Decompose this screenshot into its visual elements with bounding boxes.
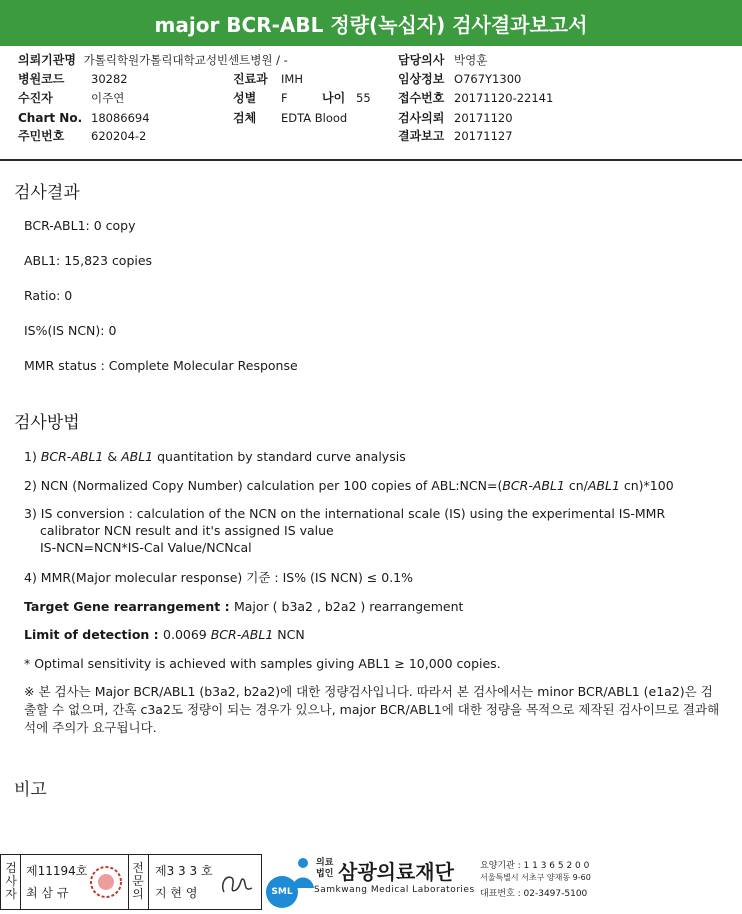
institution-value: 가톨릭학원가톨릭대학교성빈센트병원 / -: [83, 53, 288, 67]
doctor-value: 박영훈: [454, 53, 488, 67]
doctor-label: 담당의사: [398, 53, 445, 67]
report-date-label: 결과보고: [398, 129, 445, 143]
approver-label: 전 문 의: [132, 861, 144, 901]
age-value: 55: [356, 91, 371, 105]
result-abl1: ABL1: 15,823 copies: [24, 253, 153, 268]
accession-value: 20171120-22141: [454, 91, 554, 105]
org-prefix: 의료법인: [316, 858, 334, 879]
chart-no-label: Chart No.: [18, 111, 83, 125]
examiner-name: 최 삼 규: [26, 886, 69, 900]
report-footer: [0, 852, 742, 914]
rrn-label: 주민번호: [18, 129, 65, 143]
lod-label: Limit of detection :: [24, 627, 164, 642]
hospital-code-label: 병원코드: [18, 72, 65, 86]
report-date-value: 20171127: [454, 129, 513, 143]
age-label: 나이: [322, 91, 346, 105]
org-tel: 대표번호 : 02-3497-5100: [480, 889, 588, 899]
result-mmr-status: MMR status : Complete Molecular Response: [24, 358, 298, 373]
limit-of-detection-line: Limit of detection : 0.0069 BCR-ABL1 NCN: [24, 627, 305, 642]
approver-name: 지 현 영: [155, 886, 198, 900]
patient-value: 이주연: [91, 91, 125, 105]
target-gene-line: [24, 598, 463, 615]
examiner-license: 제11194호: [26, 864, 88, 878]
org-name: 삼광의료재단: [338, 860, 454, 884]
report-title: major BCR-ABL 정량(녹십자) 검사결과보고서: [0, 0, 742, 46]
result-ratio: Ratio: 0: [24, 288, 73, 303]
sensitivity-note: * Optimal sensitivity is achieved with samples giving ABL1 ≥ 10,000 copies.: [24, 656, 501, 671]
remarks-heading: 비고: [14, 780, 47, 800]
specimen-value: EDTA Blood: [281, 111, 348, 125]
org-address: 서울특별시 서초구 양재동 9-60: [480, 873, 591, 882]
examiner-label: 검 사 자: [5, 861, 17, 901]
patient-label: 수진자: [18, 91, 53, 105]
method-heading: 검사방법: [14, 413, 80, 433]
method-step-2: 2) NCN (Normalized Copy Number) calculation per 100 copies of ABL:NCN=(BCR-ABL1 cn/ABL1 cn)*100: [24, 478, 674, 493]
gene-abl1: ABL1: [121, 449, 154, 464]
rrn-value: 620204-2: [91, 129, 147, 143]
clinical-label: 임상정보: [398, 72, 445, 86]
patient-info-block: [0, 46, 742, 161]
results-heading: 검사결과: [14, 183, 80, 203]
dept-label: 진료과: [233, 72, 268, 86]
sex-value: F: [281, 91, 288, 105]
request-date-label: 검사의뢰: [398, 111, 445, 125]
institution-label: 의뢰기관명: [18, 53, 76, 67]
gene-abl1: ABL1: [587, 478, 620, 493]
org-code: 요양기관 : 1 1 3 6 5 2 0 0: [480, 861, 590, 871]
method-step-3: 3) IS conversion : calculation of the NCN on the international scale (IS) using the experimental IS-MMR calibrator NCN result and it's assigned IS value IS-NCN=NCN*IS-Cal Value/NCNcal: [24, 506, 666, 555]
sml-logo-icon: SML: [266, 876, 298, 908]
examiner-seal-icon: [88, 864, 124, 900]
specimen-label: 검체: [233, 111, 257, 125]
approver-signature-icon: [218, 866, 258, 900]
sex-label: 성별: [233, 91, 257, 105]
gene-bcr-abl1: BCR-ABL1: [40, 449, 104, 464]
target-gene-label: Target Gene rearrangement :: [24, 599, 234, 614]
dept-value: IMH: [281, 72, 303, 86]
method-step-1: 1) BCR-ABL1 & ABL1 quantitation by standard curve analysis: [24, 449, 406, 464]
method-step-4: 4) MMR(Major molecular response) 기준 : IS% (IS NCN) ≤ 0.1%: [24, 570, 413, 585]
org-english-name: Samkwang Medical Laboratories: [314, 885, 475, 895]
approver-license: 제3 3 3 호: [155, 864, 213, 878]
caution-note: ※ 본 검사는 Major BCR/ABL1 (b3a2, b2a2)에 대한 정량검사입니다. 따라서 본 검사에서는 minor BCR/ABL1 (e1a2)은 검출할 수 없으며, 간혹 c3a2도 정량이 되는 경우가 있으나, major BCR/ABL1에 대한 정량을 목적으로 제작된 검사이므로 결과해석에 주의가 요구됩니다.: [24, 684, 720, 735]
request-date-value: 20171120: [454, 111, 513, 125]
chart-no-value: 18086694: [91, 111, 150, 125]
accession-label: 접수번호: [398, 91, 445, 105]
result-bcr-abl1: BCR-ABL1: 0 copy: [24, 218, 136, 233]
gene-bcr-abl1: BCR-ABL1: [210, 627, 274, 642]
result-is-percent: IS%(IS NCN): 0: [24, 323, 117, 338]
hospital-code-value: 30282: [91, 72, 128, 86]
target-gene-value: Major ( b3a2 , b2a2 ) rearrangement: [233, 599, 464, 614]
gene-bcr-abl1: BCR-ABL1: [502, 478, 565, 493]
clinical-value: O767Y1300: [454, 72, 522, 86]
